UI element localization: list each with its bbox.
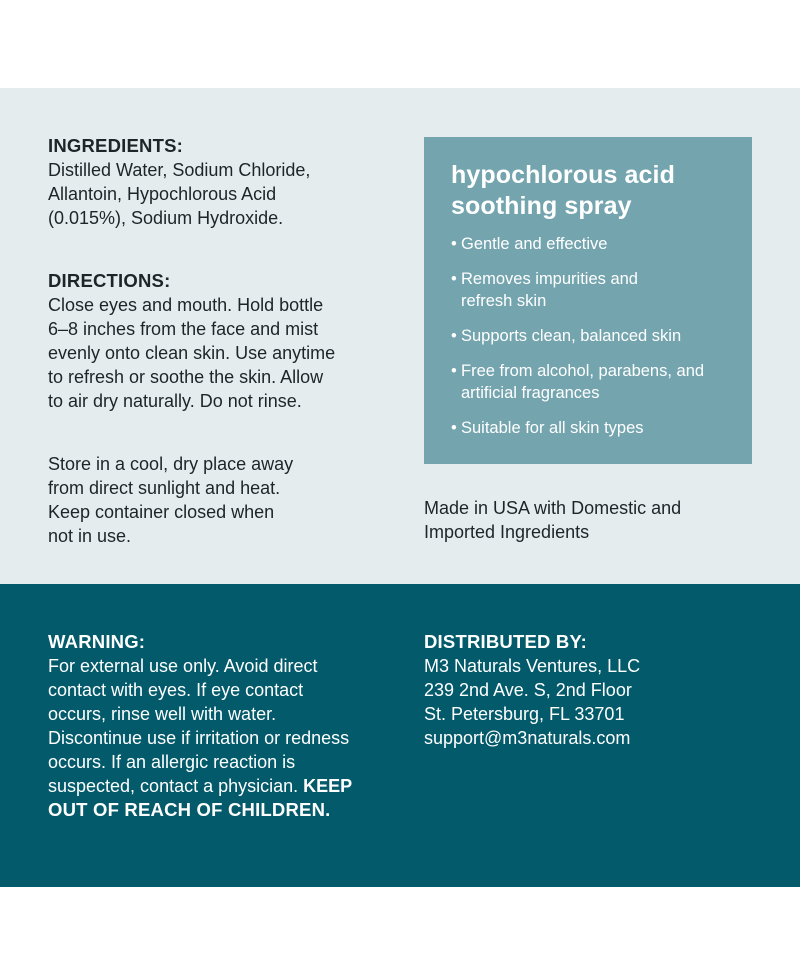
- benefit-text: Supports clean, balanced skin: [461, 327, 682, 345]
- ingredients-line: (0.015%), Sodium Hydroxide.: [48, 208, 284, 228]
- directions-line: evenly onto clean skin. Use anytime: [48, 343, 336, 363]
- warning-line: occurs, rinse well with water.: [48, 704, 277, 724]
- storage-section: [48, 452, 408, 548]
- warning-line: For external use only. Avoid direct: [48, 656, 318, 676]
- bullet-icon: •: [451, 235, 457, 253]
- warning-line: contact with eyes. If eye contact: [48, 680, 304, 700]
- benefit-item: [451, 325, 741, 347]
- distributor-city: St. Petersburg, FL 33701: [424, 704, 625, 724]
- bullet-icon: •: [451, 362, 457, 380]
- bullet-icon: •: [451, 327, 457, 345]
- ingredients-line: Distilled Water, Sodium Chloride,: [48, 160, 311, 180]
- benefit-text: Gentle and effective: [461, 235, 608, 253]
- benefit-text: Removes impurities and: [461, 270, 638, 288]
- directions-line: to refresh or soothe the skin. Allow: [48, 367, 324, 387]
- warning-line: [48, 774, 408, 798]
- distributor-email: support@m3naturals.com: [424, 728, 631, 748]
- directions-heading: DIRECTIONS:: [48, 270, 171, 291]
- directions-line: Close eyes and mouth. Hold bottle: [48, 295, 324, 315]
- product-title-line: hypochlorous acid: [451, 161, 675, 189]
- directions-line: to air dry naturally. Do not rinse.: [48, 391, 302, 411]
- warning-text: suspected, contact a physician.: [48, 776, 304, 796]
- benefit-text: Free from alcohol, parabens, and: [461, 362, 705, 380]
- benefit-item: [451, 417, 741, 439]
- ingredients-section: [48, 134, 398, 230]
- directions-section: [48, 269, 408, 413]
- distributor-address: 239 2nd Ave. S, 2nd Floor: [424, 680, 632, 700]
- storage-line: not in use.: [48, 526, 132, 546]
- storage-line: Keep container closed when: [48, 502, 275, 522]
- made-in-line: Imported Ingredients: [424, 522, 590, 542]
- warning-line: occurs. If an allergic reaction is: [48, 752, 296, 772]
- warning-line: Discontinue use if irritation or redness: [48, 728, 350, 748]
- ingredients-line: Allantoin, Hypochlorous Acid: [48, 184, 277, 204]
- product-panel: [424, 137, 752, 464]
- warning-heading: WARNING:: [48, 631, 146, 652]
- distributor-section: [424, 630, 764, 750]
- benefit-text: refresh skin: [461, 292, 547, 310]
- bullet-icon: •: [451, 419, 457, 437]
- benefit-item: [451, 360, 741, 404]
- product-title-line: soothing spray: [451, 192, 632, 220]
- benefit-text: artificial fragrances: [461, 384, 600, 402]
- benefit-item: [451, 233, 741, 255]
- storage-line: Store in a cool, dry place away: [48, 454, 294, 474]
- benefit-text: Suitable for all skin types: [461, 419, 644, 437]
- bullet-icon: •: [451, 270, 457, 288]
- warning-children-notice: OUT OF REACH OF CHILDREN.: [48, 799, 331, 820]
- ingredients-heading: INGREDIENTS:: [48, 135, 183, 156]
- storage-line: from direct sunlight and heat.: [48, 478, 281, 498]
- made-in-statement: [424, 496, 744, 544]
- distributor-heading: DISTRIBUTED BY:: [424, 631, 587, 652]
- warning-emphasis: KEEP: [303, 776, 353, 796]
- product-title: [451, 160, 741, 222]
- made-in-line: Made in USA with Domestic and: [424, 498, 682, 518]
- warning-section: [48, 630, 408, 822]
- distributor-name: M3 Naturals Ventures, LLC: [424, 656, 641, 676]
- benefit-list: [451, 233, 741, 452]
- directions-line: 6–8 inches from the face and mist: [48, 319, 319, 339]
- benefit-item: [451, 268, 741, 312]
